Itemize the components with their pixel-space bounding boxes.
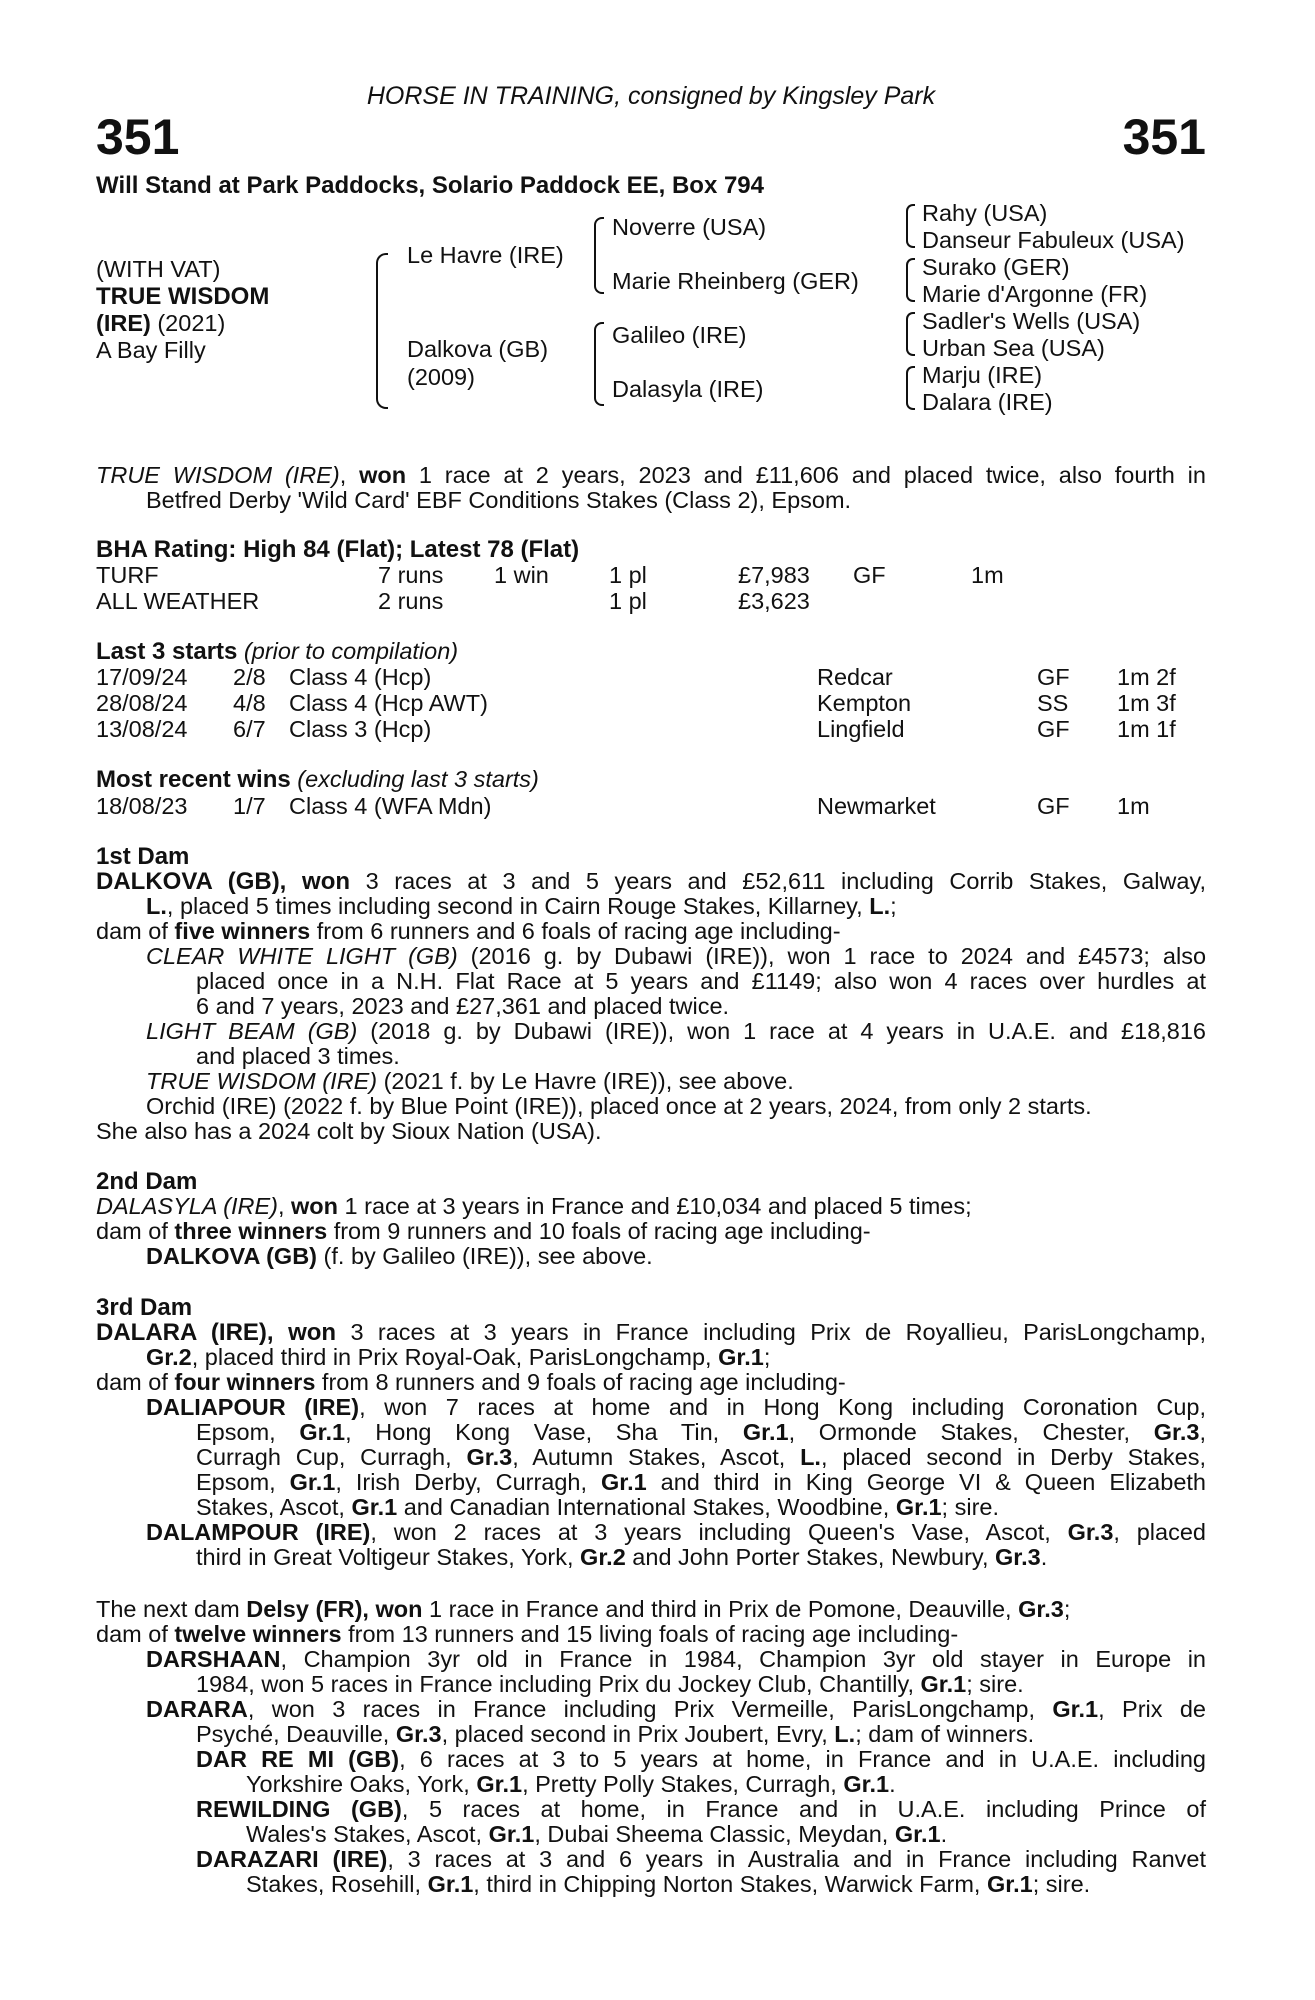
dam3-progeny-1-line-5: Stakes, Ascot, Gr.1 and Canadian International Stakes, Woodbine, Gr.1; sire. [196,1494,1000,1520]
sire-sire-sire: Rahy (USA) [922,200,1048,226]
sire-sire-dam: Danseur Fabuleux (USA) [922,227,1185,253]
dam2-line-1: DALASYLA (IRE), won 1 race at 3 years in France and £10,034 and placed 5 times; [96,1193,972,1219]
horse-description: A Bay Filly [96,337,206,363]
brace-gen3-1 [906,204,915,248]
nextdam-grandprogeny-2: REWILDING (GB), 5 races at home, in France and in U.A.E. including Prince of [196,1796,1206,1822]
dam-sire: Galileo (IRE) [612,322,747,348]
dam1-line-3: dam of five winners from 6 runners and 6 foals of racing age including- [96,918,841,944]
dam-dam-dam: Dalara (IRE) [922,389,1053,415]
brace-gen3-3 [906,312,915,356]
dam1-progeny-3: TRUE WISDOM (IRE) (2021 f. by Le Havre (IRE)), see above. [146,1068,794,1094]
sire: Le Havre (IRE) [407,242,564,268]
nextdam-progeny-1-line-2: 1984, won 5 races in France including Prix du Jockey Club, Chantilly, Gr.1; sire. [196,1671,1024,1697]
summary-line-1: TRUE WISDOM (IRE), won 1 race at 2 years, 2023 and £11,606 and placed twice, also fourth in [96,462,1206,488]
dam1-line-1: DALKOVA (GB), won 3 races at 3 and 5 years and £52,611 including Corrib Stakes, Galway, [96,868,1207,895]
dam2-progeny-1: DALKOVA (GB) (f. by Galileo (IRE)), see above. [146,1243,653,1269]
dam-sire-dam: Urban Sea (USA) [922,335,1105,361]
dam1-heading: 1st Dam [96,843,190,870]
nextdam-line-1: The next dam Delsy (FR), won 1 race in France and third in Prix de Pomone, Deauville, Gr.3; [96,1596,1071,1622]
lot-number-right: 351 [1122,109,1206,165]
dam3-line-3: dam of four winners from 8 runners and 9 foals of racing age including- [96,1369,846,1395]
dam1-progeny-1-line-2: placed once in a N.H. Flat Race at 5 years and £1149; also won 4 races over hurdles at [196,968,1206,994]
sire-dam: Marie Rheinberg (GER) [612,268,859,294]
dam: Dalkova (GB) [407,336,549,362]
dam3-progeny-1-line-2: Epsom, Gr.1, Hong Kong Vase, Sha Tin, Gr.1, Ormonde Stakes, Chester, Gr.3, [196,1419,1206,1445]
rating-heading: BHA Rating: High 84 (Flat); Latest 78 (Flat) [96,536,580,563]
nextdam-grandprogeny-1-line-2: Yorkshire Oaks, York, Gr.1, Pretty Polly Stakes, Curragh, Gr.1. [246,1771,896,1797]
dam3-line-1: DALARA (IRE), won 3 races at 3 years in France including Prix de Royallieu, ParisLongchamp, [96,1319,1207,1346]
vat-note: (WITH VAT) [96,256,221,282]
last3-heading: Last 3 starts (prior to compilation) [96,638,459,665]
dam1-progeny-1-line-3: 6 and 7 years, 2023 and £27,361 and placed twice. [196,993,730,1019]
pedigree-brace-dam [594,322,604,406]
recent-wins-heading: Most recent wins (excluding last 3 starts) [96,766,539,793]
dam-sire-sire: Sadler's Wells (USA) [922,308,1141,334]
nextdam-grandprogeny-3: DARAZARI (IRE), 3 races at 3 and 6 years in Australia and in France including Ranvet [196,1846,1206,1872]
catalogue-page: HORSE IN TRAINING, consigned by Kingsley Park 351 351 Will Stand at Park Paddocks, Solario Paddock EE, Box 794 (WITH VAT) TRUE WISDOM (IRE) (2021) A Bay Filly Le Havre (IRE) Dalkova (GB) (2009) Noverre (USA) Marie Rheinberg (GER) Galileo (IRE) Dalasyla (IRE) Rahy (USA) Danseur Fabuleux (USA) Surako (GER) Marie d'Argonne (FR) Sadler's Wells (USA) Urban Sea (USA) Marju (IRE) Dalara (IRE) TRUE WISDOM (IRE), won 1 race at 2 years, 2023 and £11,606 and placed twice, also fourth in Betfred Derby 'Wild Card' EBF Conditions Stakes (Class 2), Epsom. BHA Rating: High 84 (Flat); Latest 78 (Flat) TURF 7 runs 1 win 1 pl £7,983 GF 1m ALL WEATHER 2 runs 1 pl £3,623 Last 3 starts (prior to compilation) 17/09/24 2/8 Class 4 (Hcp) Redcar GF 1m 2f 28/08/24 4/8 Class 4 (Hcp AWT) Kempton SS 1m 3f 13/08/24 6/7 Class 3 (Hcp) Lingfield GF 1m 1f Most recent wins (excluding last 3 starts) 18/08/23 1/7 Class 4 (WFA Mdn) Newmarket GF 1m 1st Dam DALKOVA (GB), won 3 races at 3 and 5 years and £52,611 including Corrib Stakes, Galway, L., placed 5 times including second in Cairn Rouge Stakes, Killarney, L.; dam of five winners from 6 runners and 6 foals of racing age including- CLEAR WHITE LIGHT (GB) (2016 g. by Dubawi (IRE)), won 1 race to 2024 and £4573; also placed once in a N.H. Flat Race at 5 years and £1149; also won 4 races over hurdles at 6 and 7 years, 2023 and £27,361 and placed twice. LIGHT BEAM (GB) (2018 g. by Dubawi (IRE)), won 1 race at 4 years in U.A.E. and £18,816 and placed 3 times. TRUE WISDOM (IRE) (2021 f. by Le Havre (IRE)), see above. Orchid (IRE) (2022 f. by Blue Point (IRE)), placed once at 2 years, 2024, from only 2 starts. She also has a 2024 colt by Sioux Nation (USA). 2nd Dam DALASYLA (IRE), won 1 race at 3 years in France and £10,034 and placed 5 times; dam of three winners from 9 runners and 10 foals of racing age including- DALKOVA (GB) (f. by Galileo (IRE)), see above. 3rd Dam DALARA (IRE), won 3 races at 3 years in France including Prix de Royallieu, ParisLongchamp, Gr.2, placed third in Prix Royal-Oak, ParisLongchamp, Gr.1; dam of four winners from 8 runners and 9 foals of racing age including- DALIAPOUR (IRE), won 7 races at home and in Hong Kong including Coronation Cup, Epsom, Gr.1, Hong Kong Vase, Sha Tin, Gr.1, Ormonde Stakes, Chester, Gr.3, Curragh Cup, Curragh, Gr.3, Autumn Stakes, Ascot, L., placed second in Derby Stakes, Epsom, Gr.1, Irish Derby, Curragh, Gr.1 and third in King George VI & Queen Elizabeth Stakes, Ascot, Gr.1 and Canadian International Stakes, Woodbine, Gr.1; sire. DALAMPOUR (IRE), won 2 races at 3 years including Queen's Vase, Ascot, Gr.3, placed third in Great Voltigeur Stakes, York, Gr.2 and John Porter Stakes, Newbury, Gr.3. The next dam Delsy (FR), won 1 race in France and third in Prix de Pomone, Deauville, Gr.3; dam of twelve winners from 13 runners and 15 living foals of racing age including- DARSHAAN, Champion 3yr old in France in 1984, Champion 3yr old stayer in Europe in 1984, won 5 races in France including Prix du Jockey Club, Chantilly, Gr.1; sire. DARARA, won 3 races in France including Prix Vermeille, ParisLongchamp, Gr.1, Prix de Psyché, Deauville, Gr.3, placed second in Prix Joubert, Evry, L.; dam of winners. DAR RE MI (GB), 6 races at 3 to 5 years at home, in France and in U.A.E. including Yorkshire Oaks, York, Gr.1, Pretty Polly Stakes, Curragh, Gr.1. REWILDING (GB), 5 races at home, in France and in U.A.E. including Prince of Wales's Stakes, Ascot, Gr.1, Dubai Sheema Classic, Meydan, Gr.1. DARAZARI (IRE), 3 races at 3 and 6 years in Australia and in France including Ranvet Stakes, Rosehill, Gr.1, third in Chipping Norton Stakes, Warwick Farm, Gr.1; sire. [96,82,1207,1897]
dam3-heading: 3rd Dam [96,1294,193,1321]
dam1-progeny-2: LIGHT BEAM (GB) (2018 g. by Dubawi (IRE)), won 1 race at 4 years in U.A.E. and £18,816 [146,1018,1207,1044]
dam1-progeny-4: Orchid (IRE) (2022 f. by Blue Point (IRE)), placed once at 2 years, 2024, from only 2 starts. [146,1093,1092,1119]
nextdam-progeny-1: DARSHAAN, Champion 3yr old in France in 1984, Champion 3yr old stayer in Europe in [146,1646,1206,1672]
horse-name: TRUE WISDOM [96,283,270,310]
dam3-progeny-1-line-4: Epsom, Gr.1, Irish Derby, Curragh, Gr.1 and third in King George VI & Queen Elizabeth [196,1469,1206,1495]
dam-dam-sire: Marju (IRE) [922,362,1043,388]
horse-origin: (IRE) (2021) [96,310,226,336]
summary-line-2: Betfred Derby 'Wild Card' EBF Conditions Stakes (Class 2), Epsom. [146,487,852,513]
nextdam-progeny-2-line-2: Psyché, Deauville, Gr.3, placed second in Prix Joubert, Evry, L.; dam of winners. [196,1721,1035,1747]
dam-dam: Dalasyla (IRE) [612,376,764,402]
dam1-progeny-1: CLEAR WHITE LIGHT (GB) (2016 g. by Dubawi (IRE)), won 1 race to 2024 and £4573; also [146,943,1207,969]
pedigree-brace-sire [594,217,604,294]
brace-gen3-4 [906,366,915,410]
nextdam-grandprogeny-1: DAR RE MI (GB), 6 races at 3 to 5 years at home, in France and in U.A.E. including [196,1746,1206,1772]
dam2-heading: 2nd Dam [96,1168,198,1195]
dam3-progeny-1: DALIAPOUR (IRE), won 7 races at home and in Hong Kong including Coronation Cup, [146,1394,1206,1420]
dam1-note: She also has a 2024 colt by Sioux Nation (USA). [96,1118,602,1144]
sire-dam-sire: Surako (GER) [922,254,1070,280]
dam2-line-2: dam of three winners from 9 runners and 10 foals of racing age including- [96,1218,871,1244]
stand-location: Will Stand at Park Paddocks, Solario Paddock EE, Box 794 [96,172,765,199]
dam-year: (2009) [407,364,475,390]
nextdam-grandprogeny-3-line-2: Stakes, Rosehill, Gr.1, third in Chipping Norton Stakes, Warwick Farm, Gr.1; sire. [246,1871,1091,1897]
nextdam-progeny-2: DARARA, won 3 races in France including Prix Vermeille, ParisLongchamp, Gr.1, Prix de [146,1696,1206,1722]
dam1-progeny-2-line-2: and placed 3 times. [196,1043,400,1069]
page-header: HORSE IN TRAINING, consigned by Kingsley Park [366,82,936,110]
nextdam-grandprogeny-2-line-2: Wales's Stakes, Ascot, Gr.1, Dubai Sheema Classic, Meydan, Gr.1. [246,1821,948,1847]
dam3-progeny-2-line-2: third in Great Voltigeur Stakes, York, Gr.2 and John Porter Stakes, Newbury, Gr.3. [196,1544,1048,1570]
brace-gen3-2 [906,258,915,302]
pedigree-brace-main [376,253,388,409]
dam3-line-2: Gr.2, placed third in Prix Royal-Oak, ParisLongchamp, Gr.1; [146,1344,771,1370]
dam1-line-2: L., placed 5 times including second in Cairn Rouge Stakes, Killarney, L.; [146,893,897,919]
sire-dam-dam: Marie d'Argonne (FR) [922,281,1148,307]
sire-sire: Noverre (USA) [612,214,767,240]
dam3-progeny-2: DALAMPOUR (IRE), won 2 races at 3 years including Queen's Vase, Ascot, Gr.3, placed [146,1519,1206,1545]
dam3-progeny-1-line-3: Curragh Cup, Curragh, Gr.3, Autumn Stakes, Ascot, L., placed second in Derby Stakes, [196,1444,1206,1470]
nextdam-line-2: dam of twelve winners from 13 runners and 15 living foals of racing age including- [96,1621,959,1647]
lot-number-left: 351 [96,109,180,165]
